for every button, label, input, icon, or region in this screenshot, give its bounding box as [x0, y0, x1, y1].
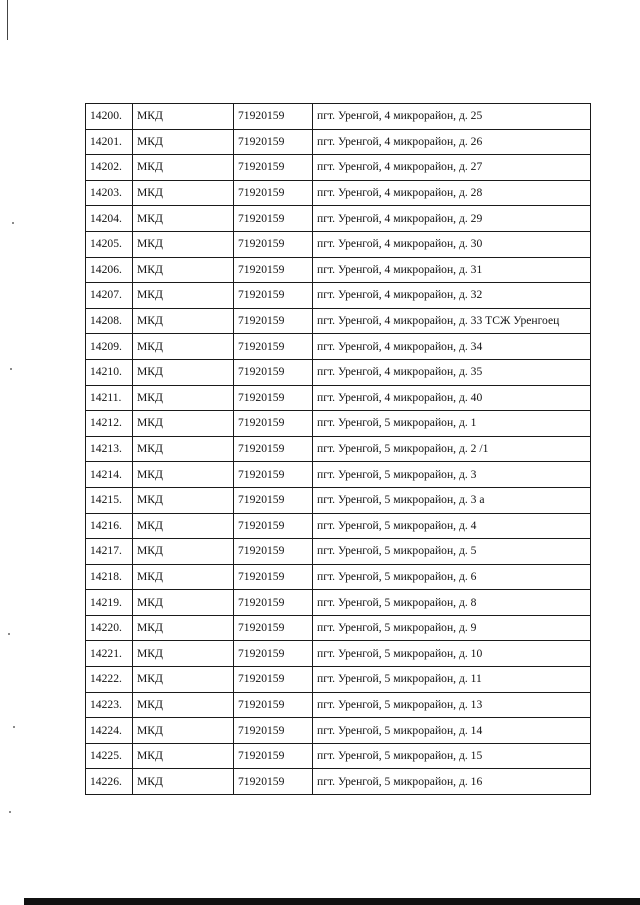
- row-number-cell: 14217.: [86, 539, 133, 565]
- oktmo-code-cell: 71920159: [234, 308, 313, 334]
- object-type-cell: МКД: [133, 718, 234, 744]
- address-cell: пгт. Уренгой, 4 микрорайон, д. 31: [313, 257, 591, 283]
- oktmo-code-cell: 71920159: [234, 539, 313, 565]
- table-row: [86, 513, 591, 539]
- object-type-cell: МКД: [133, 769, 234, 795]
- registry-table: [85, 103, 591, 795]
- table-row: [86, 667, 591, 693]
- table-row: [86, 359, 591, 385]
- address-cell: пгт. Уренгой, 4 микрорайон, д. 25: [313, 104, 591, 130]
- address-cell: пгт. Уренгой, 5 микрорайон, д. 3 а: [313, 487, 591, 513]
- address-cell: пгт. Уренгой, 5 микрорайон, д. 8: [313, 590, 591, 616]
- oktmo-code-cell: 71920159: [234, 513, 313, 539]
- row-number-cell: 14203.: [86, 180, 133, 206]
- scan-speck: [8, 633, 10, 635]
- address-cell: пгт. Уренгой, 4 микрорайон, д. 26: [313, 129, 591, 155]
- object-type-cell: МКД: [133, 104, 234, 130]
- address-cell: пгт. Уренгой, 5 микрорайон, д. 13: [313, 692, 591, 718]
- oktmo-code-cell: 71920159: [234, 641, 313, 667]
- table-row: [86, 692, 591, 718]
- address-cell: пгт. Уренгой, 5 микрорайон, д. 2 /1: [313, 436, 591, 462]
- row-number-cell: 14215.: [86, 487, 133, 513]
- table-row: [86, 564, 591, 590]
- oktmo-code-cell: 71920159: [234, 104, 313, 130]
- oktmo-code-cell: 71920159: [234, 283, 313, 309]
- oktmo-code-cell: 71920159: [234, 436, 313, 462]
- oktmo-code-cell: 71920159: [234, 155, 313, 181]
- row-number-cell: 14206.: [86, 257, 133, 283]
- address-cell: пгт. Уренгой, 4 микрорайон, д. 32: [313, 283, 591, 309]
- address-cell: пгт. Уренгой, 4 микрорайон, д. 35: [313, 359, 591, 385]
- address-cell: пгт. Уренгой, 5 микрорайон, д. 10: [313, 641, 591, 667]
- table-row: [86, 411, 591, 437]
- oktmo-code-cell: 71920159: [234, 487, 313, 513]
- oktmo-code-cell: 71920159: [234, 180, 313, 206]
- oktmo-code-cell: 71920159: [234, 769, 313, 795]
- oktmo-code-cell: 71920159: [234, 743, 313, 769]
- object-type-cell: МКД: [133, 539, 234, 565]
- table-row: [86, 129, 591, 155]
- scan-edge-mark: [7, 0, 8, 40]
- object-type-cell: МКД: [133, 257, 234, 283]
- row-number-cell: 14211.: [86, 385, 133, 411]
- table-row: [86, 641, 591, 667]
- object-type-cell: МКД: [133, 231, 234, 257]
- table-row: [86, 308, 591, 334]
- table-row: [86, 180, 591, 206]
- table-row: [86, 206, 591, 232]
- scan-speck: [13, 726, 15, 728]
- table-row: [86, 283, 591, 309]
- oktmo-code-cell: 71920159: [234, 129, 313, 155]
- address-cell: пгт. Уренгой, 4 микрорайон, д. 27: [313, 155, 591, 181]
- object-type-cell: МКД: [133, 590, 234, 616]
- row-number-cell: 14220.: [86, 615, 133, 641]
- scan-speck: [9, 811, 11, 813]
- table-row: [86, 743, 591, 769]
- oktmo-code-cell: 71920159: [234, 590, 313, 616]
- scan-speck: [10, 368, 12, 370]
- row-number-cell: 14218.: [86, 564, 133, 590]
- address-cell: пгт. Уренгой, 5 микрорайон, д. 5: [313, 539, 591, 565]
- table-row: [86, 231, 591, 257]
- address-cell: пгт. Уренгой, 5 микрорайон, д. 9: [313, 615, 591, 641]
- row-number-cell: 14209.: [86, 334, 133, 360]
- object-type-cell: МКД: [133, 359, 234, 385]
- object-type-cell: МКД: [133, 667, 234, 693]
- address-cell: пгт. Уренгой, 4 микрорайон, д. 29: [313, 206, 591, 232]
- table-row: [86, 334, 591, 360]
- oktmo-code-cell: 71920159: [234, 334, 313, 360]
- address-cell: пгт. Уренгой, 4 микрорайон, д. 40: [313, 385, 591, 411]
- object-type-cell: МКД: [133, 462, 234, 488]
- row-number-cell: 14221.: [86, 641, 133, 667]
- row-number-cell: 14205.: [86, 231, 133, 257]
- object-type-cell: МКД: [133, 436, 234, 462]
- row-number-cell: 14216.: [86, 513, 133, 539]
- table-row: [86, 385, 591, 411]
- object-type-cell: МКД: [133, 385, 234, 411]
- row-number-cell: 14204.: [86, 206, 133, 232]
- table-row: [86, 539, 591, 565]
- oktmo-code-cell: 71920159: [234, 231, 313, 257]
- oktmo-code-cell: 71920159: [234, 667, 313, 693]
- object-type-cell: МКД: [133, 155, 234, 181]
- table-row: [86, 436, 591, 462]
- table-row: [86, 615, 591, 641]
- table-row: [86, 769, 591, 795]
- row-number-cell: 14207.: [86, 283, 133, 309]
- address-cell: пгт. Уренгой, 4 микрорайон, д. 34: [313, 334, 591, 360]
- oktmo-code-cell: 71920159: [234, 564, 313, 590]
- row-number-cell: 14223.: [86, 692, 133, 718]
- scan-speck: [12, 222, 14, 224]
- address-cell: пгт. Уренгой, 5 микрорайон, д. 3: [313, 462, 591, 488]
- oktmo-code-cell: 71920159: [234, 718, 313, 744]
- object-type-cell: МКД: [133, 692, 234, 718]
- oktmo-code-cell: 71920159: [234, 257, 313, 283]
- address-cell: пгт. Уренгой, 5 микрорайон, д. 16: [313, 769, 591, 795]
- row-number-cell: 14222.: [86, 667, 133, 693]
- address-cell: пгт. Уренгой, 5 микрорайон, д. 15: [313, 743, 591, 769]
- row-number-cell: 14208.: [86, 308, 133, 334]
- registry-table-body: [86, 104, 591, 795]
- address-cell: пгт. Уренгой, 5 микрорайон, д. 11: [313, 667, 591, 693]
- object-type-cell: МКД: [133, 283, 234, 309]
- row-number-cell: 14226.: [86, 769, 133, 795]
- table-row: [86, 590, 591, 616]
- object-type-cell: МКД: [133, 308, 234, 334]
- oktmo-code-cell: 71920159: [234, 462, 313, 488]
- object-type-cell: МКД: [133, 334, 234, 360]
- row-number-cell: 14200.: [86, 104, 133, 130]
- row-number-cell: 14210.: [86, 359, 133, 385]
- row-number-cell: 14202.: [86, 155, 133, 181]
- row-number-cell: 14219.: [86, 590, 133, 616]
- object-type-cell: МКД: [133, 641, 234, 667]
- address-cell: пгт. Уренгой, 5 микрорайон, д. 6: [313, 564, 591, 590]
- table-row: [86, 257, 591, 283]
- row-number-cell: 14224.: [86, 718, 133, 744]
- table-row: [86, 155, 591, 181]
- table-row: [86, 718, 591, 744]
- address-cell: пгт. Уренгой, 4 микрорайон, д. 30: [313, 231, 591, 257]
- object-type-cell: МКД: [133, 513, 234, 539]
- address-cell: пгт. Уренгой, 5 микрорайон, д. 4: [313, 513, 591, 539]
- row-number-cell: 14212.: [86, 411, 133, 437]
- row-number-cell: 14213.: [86, 436, 133, 462]
- address-cell: пгт. Уренгой, 4 микрорайон, д. 33 ТСЖ Уренгоец: [313, 308, 591, 334]
- object-type-cell: МКД: [133, 564, 234, 590]
- row-number-cell: 14225.: [86, 743, 133, 769]
- table-row: [86, 462, 591, 488]
- oktmo-code-cell: 71920159: [234, 615, 313, 641]
- oktmo-code-cell: 71920159: [234, 385, 313, 411]
- oktmo-code-cell: 71920159: [234, 359, 313, 385]
- object-type-cell: МКД: [133, 487, 234, 513]
- oktmo-code-cell: 71920159: [234, 411, 313, 437]
- row-number-cell: 14214.: [86, 462, 133, 488]
- scan-bottom-edge: [24, 898, 640, 905]
- row-number-cell: 14201.: [86, 129, 133, 155]
- oktmo-code-cell: 71920159: [234, 206, 313, 232]
- address-cell: пгт. Уренгой, 5 микрорайон, д. 14: [313, 718, 591, 744]
- oktmo-code-cell: 71920159: [234, 692, 313, 718]
- address-cell: пгт. Уренгой, 4 микрорайон, д. 28: [313, 180, 591, 206]
- object-type-cell: МКД: [133, 206, 234, 232]
- table-row: [86, 487, 591, 513]
- object-type-cell: МКД: [133, 180, 234, 206]
- object-type-cell: МКД: [133, 129, 234, 155]
- table-row: [86, 104, 591, 130]
- object-type-cell: МКД: [133, 743, 234, 769]
- object-type-cell: МКД: [133, 615, 234, 641]
- object-type-cell: МКД: [133, 411, 234, 437]
- address-cell: пгт. Уренгой, 5 микрорайон, д. 1: [313, 411, 591, 437]
